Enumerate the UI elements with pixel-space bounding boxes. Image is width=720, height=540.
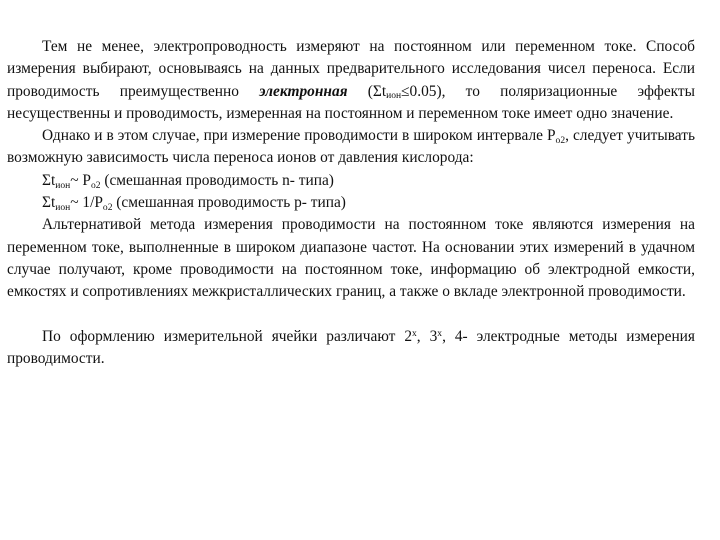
p1-subscript-ion: ион [386, 90, 402, 102]
p4-text-c: , 4- электродные методы измерения проводимости. [7, 327, 695, 367]
f2-subscript-ion: ион [55, 201, 71, 213]
paragraph-conductivity-methods [7, 36, 695, 125]
paragraph-oxygen-pressure [7, 125, 695, 170]
formula-p-type [7, 192, 695, 214]
paragraph-ac-measurement [7, 214, 695, 303]
p1-text-c: ≤0.05), то поляризационные эффекты несущественны и проводимость, измеренная на постоянном и переменном токе имеет одно значение. [7, 82, 695, 122]
f2-relation: ~ 1/P [70, 194, 103, 212]
f2-subscript-o2: o2 [102, 201, 113, 213]
f1-subscript-ion: ион [55, 179, 71, 191]
paragraph-gap [7, 304, 695, 326]
p2-subscript-o2: o2 [555, 135, 566, 147]
f1-sigma: Σt [42, 171, 56, 189]
p4-superscript-x1: х [412, 327, 417, 339]
f2-note: (смешанная проводимость p- типа) [112, 194, 346, 212]
paragraph-electrode-methods [7, 326, 695, 371]
p4-superscript-x2: х [437, 327, 443, 339]
p4-text-b: , 3 [416, 327, 438, 345]
document-page [7, 36, 695, 370]
p2-text-b: , следует учитывать возможную зависимость числа переноса ионов от давления кислорода: [7, 127, 695, 167]
formula-n-type [7, 170, 695, 192]
p1-text-b: (Σt [347, 82, 387, 100]
f2-sigma: Σt [42, 194, 56, 212]
p3-text: Альтернативой метода измерения проводимости на постоянном токе являются измерения на переменном токе, выполненные в широком диапазоне частот. На основании этих измерений в удачном случае получают, кроме проводимости на постоянном токе, информацию об электродной емкости, емкостях и сопротивлениях межкристаллических границ, а также о вкладе электронной проводимости. [7, 216, 695, 301]
f1-note: (смешанная проводимость n- типа) [100, 171, 334, 189]
p1-emphasis: электронная [259, 82, 348, 100]
p4-text-a: По оформлению измерительной ячейки различают 2 [42, 327, 413, 345]
f1-relation: ~ P [70, 171, 91, 189]
p1-text-a: Тем не менее, электропроводность измеряют на постоянном или переменном токе. Способ измерения выбирают, основываясь на данных предварительного исследования чисел переноса. Если проводимость преимущественно [7, 38, 695, 100]
f1-subscript-o2: o2 [90, 179, 101, 191]
p2-text-a: Однако и в этом случае, при измерение проводимости в широком интервале P [42, 127, 556, 145]
